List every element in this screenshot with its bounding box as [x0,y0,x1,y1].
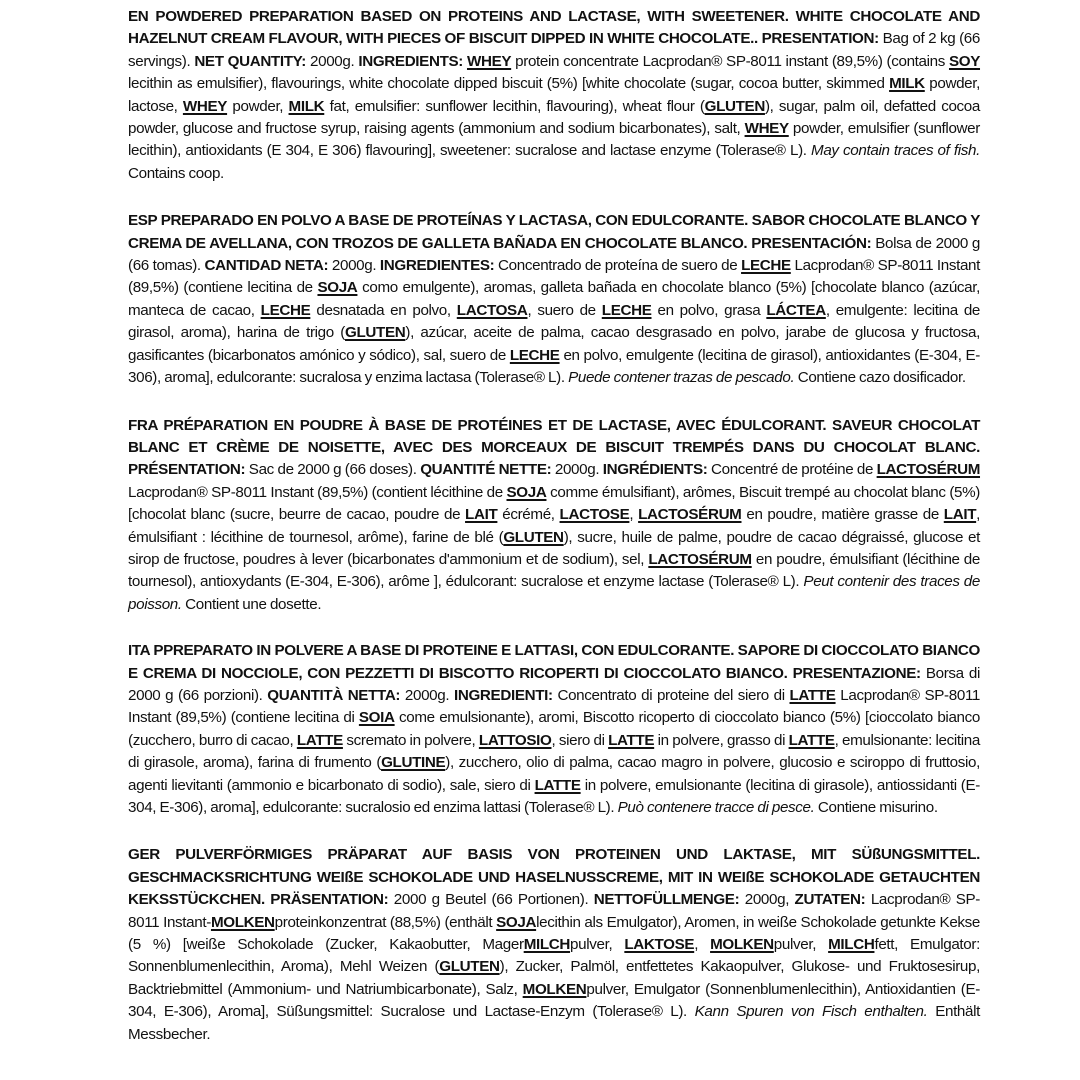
allergen: GLUTINE [381,754,446,772]
body-text: pulver, [773,936,829,954]
allergen: SOJA [317,279,358,297]
body-text: Bolsa de 2000 g (66 tomas). [128,234,980,275]
product-heading: ITA PPREPARATO IN POLVERE A BASE DI PROTEINE E LATTASI, CON EDULCORANTE. SAPORE DI CIOCCOLATO BIANCO E CREMA DI NOCCIOLE, CON PEZZETTI DI BISCOTTO RICOPERTI DI CIOCCOLATO BIANCO. PRESENTAZIONE: [128,642,980,682]
allergen: MILK [288,97,325,115]
product-heading: ESP PREPARADO EN POLVO A BASE DE PROTEÍNAS Y LACTASA, CON EDULCORANTE. SABOR CHOCOLATE BLANCO Y CREMA DE AVELLANA, CON TROZOS DE GALLETA BAÑADA EN CHOCOLATE BLANCO. PRESENTACIÓN: [128,212,980,252]
allergen: GLUTEN [439,958,500,976]
allergen: GLUTEN [503,528,564,546]
body-text: powder, [227,97,289,115]
net-quantity-label: NET QUANTITY: [194,52,307,70]
body-text: Lacprodan® SP-8011 Instant (89,5%) (contient lécithine de [128,483,507,501]
body-text: en polvo, emulgente (lecitina de girasol), antioxidantes (E-304, E-306), aroma], edulcorante: sucralosa y enzima lactasa (Tolerase® L). [128,346,980,387]
ingredients-label: INGREDIENTS: [358,52,463,70]
net-quantity-label: QUANTITÀ NETTA: [267,686,401,704]
body-text: Contiene cazo dosificador. [794,369,966,387]
allergen: SOJA [506,483,547,501]
body-text: lecithin as emulsifier), flavourings, white chocolate dipped biscuit (5%) [white chocolate (sugar, cocoa butter, skimmed [128,75,890,93]
allergen: SOY [948,52,981,70]
body-text: in polvere, grasso di [654,731,789,749]
body-text: lecithin als Emulgator), Aromen, in weiße Schokolade getunkte Kekse (5 %) [weiße Schokolade (Zucker, Kakaobutter, Mager [128,913,980,954]
body-text: Lacprodan® SP-8011 Instant (89,5%) (contiene lecitina de [128,257,981,297]
body-text: , [629,506,639,524]
spanish-section [128,210,980,389]
product-heading: FRA PRÉPARATION EN POUDRE À BASE DE PROTÉINES ET DE LACTASE, AVEC ÉDULCORANT. SAVEUR CHOCOLAT BLANC ET CRÈME DE NOISETTE, AVEC DES MORCEAUX DE BISCUIT TREMPÉS DANS DU CHOCOLAT BLANC. PRÉSENTATION: [128,416,980,479]
body-text: 2000g, [739,891,795,909]
french-section [128,415,980,617]
body-text: Lacprodan® SP-8011 Instant- [128,891,980,931]
body-text: , [694,936,711,954]
allergen: MILCH [523,936,571,954]
allergen: LECHE [509,346,560,364]
product-heading: GER PULVERFÖRMIGES PRÄPARAT AUF BASIS VON PROTEINEN UND LAKTASE, MIT SÜßUNGSMITTEL. GESCHMACKSRICHTUNG WEIßE SCHOKOLADE UND HASELNUSSCREME, MIT IN WEIßE SCHOKOLADE GETAUCHTEN KEKSSTÜCKCHEN. PRÄSENTATION: [128,846,980,909]
body-text: Concentrado de proteína de suero de [494,257,742,275]
body-text: ), zucchero, olio di palma, cacao magro in polvere, glucosio e sciroppo di fruttosio, agenti lievitanti (ammonio e bicarbonato di sodio), sale, siero di [128,754,981,794]
body-text: , emulgente: lecitina de girasol, aroma), harina de trigo ( [128,301,981,342]
allergen: LÁCTEA [766,301,826,319]
body-text: en poudre, matière grasse de [741,506,944,524]
ingredients-label: INGRÉDIENTS: [602,461,708,479]
net-quantity-label: CANTIDAD NETA: [204,257,329,275]
allergen: GLUTEN [345,324,406,342]
allergen: LAKTOSE [624,936,695,954]
body-text: como emulgente), aromas, galleta bañada en chocolate blanco (5%) [chocolate blanco (azúcar, manteca de cacao, [128,279,980,319]
body-text: in polvere, emulsionante (lecitina di girasole), antiossidanti (E-304, E-306), aroma], edulcorante: sucralosio ed enzima lattasi (Tolerase® L). [128,776,981,816]
allergen: LAIT [465,506,498,524]
body-text: écrémé, [497,506,560,524]
body-text: powder, lactose, [128,75,980,115]
allergen: MILK [889,75,925,93]
body-text: protein concentrate Lacprodan® SP-8011 instant (89,5%) (contains [511,52,949,70]
allergen: MOLKEN [710,936,774,954]
body-text: en poudre, émulsifiant (lécithine de tournesol), antioxydants (E-304, E-306), arôme ], édulcorant: sucralose et enzyme lactase (Tolerase® L). [128,550,980,591]
body-text: , émulsifiant : lécithine de tournesol, arôme), farine de blé ( [128,506,980,546]
german-section [128,844,980,1046]
allergen: LATTE [788,731,835,749]
body-text: Contains coop. [128,164,224,182]
body-text: fett, Emulgator: Sonnenblumenlecithin, Aroma), Mehl Weizen ( [128,936,980,976]
ingredients-label: INGREDIENTES: [379,257,495,275]
body-text: Contiene misurino. [814,799,938,816]
traces-warning: Peut contenir des traces de poisson. [128,573,980,613]
body-text: comme émulsifiant), arômes, Biscuit trempé au chocolat blanc (5%) [chocolat blanc (sucre, beurre de cacao, poudre de [128,483,980,524]
body-text: desnatada en polvo, [310,301,457,319]
product-heading: EN POWDERED PREPARATION BASED ON PROTEINS AND LACTASE, WITH SWEETENER. WHITE CHOCOLATE AND HAZELNUT CREAM FLAVOUR, WITH PIECES OF BISCUIT DIPPED IN WHITE CHOCOLATE.. PRESENTATION: [128,8,980,48]
allergen: LACTOSA [456,301,528,319]
italian-section [128,640,980,819]
body-text: Concentrato di proteine del siero di [552,686,790,704]
body-text: Lacprodan® SP-8011 Instant (89,5%) (contiene lecitina di [128,686,981,727]
ingredients-label: ZUTATEN: [794,891,866,909]
allergen: LATTE [534,776,581,794]
net-quantity-label: NETTOFÜLLMENGE: [593,891,740,909]
body-text: Sac de 2000 g (66 doses). [245,461,421,479]
body-text: en polvo, grasa [651,301,767,319]
allergen: WHEY [466,52,512,70]
allergen: MILCH [828,936,875,954]
body-text: fat, emulsifier: sunflower lecithin, flavouring), wheat flour ( [324,97,705,115]
allergen: LACTOSE [559,506,630,524]
allergen: LACTOSÉRUM [876,461,981,479]
body-text: proteinkonzentrat (88,5%) (enthält [274,913,497,931]
allergen: LECHE [260,301,311,319]
traces-warning: Può contenere tracce di pesce. [617,799,815,816]
net-quantity-label: QUANTITÉ NETTE: [420,461,552,479]
allergen: LECHE [601,301,652,319]
allergen: MOLKEN [522,980,587,998]
body-text: powder, emulsifier (sunflower lecithin), antioxidants (E 304, E 306) flavouring], sweetener: sucralose and lactase enzyme (Tolerase® L). [128,120,980,160]
allergen: GLUTEN [704,97,765,115]
body-text: ), Zucker, Palmöl, entfettetes Kakaopulver, Glukose- und Fruktosesirup, Backtriebmittel (Ammonium- und Natriumbicarbonate), Salz, [128,958,980,998]
allergen: LATTE [789,686,836,704]
traces-warning: Puede contener trazas de pescado. [568,369,795,387]
ingredients-label: INGREDIENTI: [453,686,553,704]
body-text: come emulsionante), aromi, Biscotto ricoperto di cioccolato bianco (5%) [cioccolato bianco (zucchero, burro di cacao, [128,709,980,749]
allergen: SOJA [496,913,537,931]
allergen: LACTOSÉRUM [648,550,752,568]
traces-warning: Kann Spuren von Fisch enthalten. [694,1003,928,1021]
body-text: Contient une dosette. [181,595,322,613]
body-text: , suero de [527,301,602,319]
body-text: 2000g. [306,52,359,70]
allergen: WHEY [744,120,789,138]
allergen: LECHE [741,257,791,275]
body-text: 2000g. [400,686,454,704]
allergen: LATTE [296,731,343,749]
traces-warning: May contain traces of fish. [811,142,980,160]
body-text: 2000g. [328,257,380,275]
body-text: , emulsionante: lecitina di girasole, aroma), farina di frumento ( [128,731,980,772]
allergen: MOLKEN [210,913,275,931]
body-text: ), azúcar, aceite de palma, cacao desgrasado en polvo, jarabe de glucosa y fructosa, gasificantes (bicarbonatos amónico y sódico), sal, suero de [128,324,980,364]
body-text: pulver, [570,936,625,954]
english-section [128,6,980,185]
allergen: SOIA [358,709,395,727]
allergen: LAIT [943,506,977,524]
body-text: scremato in polvere, [342,731,479,749]
body-text: pulver, Emulgator (Sonnenblumenlecithin), Antioxidantien (E-304, E-306), Aroma], Süßungsmittel: Sucralose und Lactase-Enzym (Tolerase® L). [128,980,980,1021]
body-text: ), sucre, huile de palme, poudre de cacao dégraissé, glucose et sirop de fructose, poudres à lever (bicarbonates d'ammonium et de sodium), sel, [128,528,980,568]
body-text: 2000 g Beutel (66 Portionen). [388,891,594,909]
body-text: 2000g. [551,461,603,479]
body-text: Enthält Messbecher. [128,1003,981,1043]
body-text: Bag of 2 kg (66 servings). [128,30,981,70]
body-text: Concentré de protéine de [707,461,877,479]
allergen: LACTOSÉRUM [638,506,742,524]
allergen: LATTOSIO [478,731,552,749]
body-text: , siero di [551,731,609,749]
body-text: Borsa di 2000 g (66 porzioni). [128,664,980,704]
allergen: LATTE [608,731,655,749]
body-text: ), sugar, palm oil, defatted cocoa powder, glucose and fructose syrup, raising agents (ammonium and sodium bicarbonates), salt, [128,97,980,138]
allergen: WHEY [182,97,228,115]
